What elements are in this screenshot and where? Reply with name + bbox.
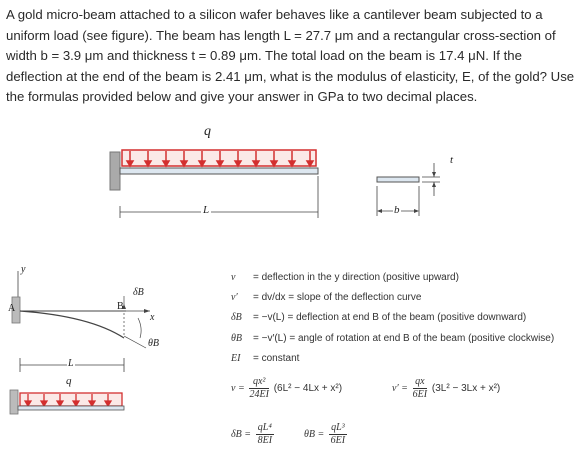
formula-v: v = $\frac{\text{qx²}}{24EI}$ (6L² − 4Lx + x²) [231,376,343,400]
formula-v-prime: v′ = $\frac{qx}{6EI}$ (3L² − 3Lx + x²) [392,376,501,400]
definition-v-prime: v′ = dv/dx = slope of the deflection curve [231,292,422,304]
length-label-l: L [203,204,210,216]
point-a-label: A [8,303,16,314]
load-label-q: q [204,124,211,139]
axis-y-label: y [21,264,26,275]
definition-ei: EI = constant [231,352,300,364]
thickness-label-t: t [450,154,454,166]
theta-b-label: θB [148,338,160,349]
definition-delta-b: δB = −v(L) = deflection at end B of the beam (positive downward) [231,312,527,324]
width-label-b: b [394,204,400,216]
load-label-bottom: q [66,375,72,387]
formula-theta-b: θB = $\frac{\text{qL³}}{6EI}$ [304,422,346,446]
definition-v: v = deflection in the y direction (positive upward) [231,272,459,283]
cross-section [377,177,419,182]
axis-x-label: x [150,312,155,323]
length-label-bottom: L [68,358,74,369]
definition-theta-b: θB = −v′(L) = angle of rotation at end B of the beam (positive clockwise) [231,332,555,344]
wall-support [110,152,120,190]
deflection-curve [20,311,124,338]
formula-delta-b: δB = $\frac{\text{qL⁴}}{8EI}$ [231,422,273,446]
definitions-list [231,268,554,369]
problem-statement: A gold micro-beam attached to a silicon wafer behaves like a cantilever beam subjected to a uniform load (see figure). The beam has length L = 27.7 μm and a rectangular cross-section of width b = 3.9 μm and thickness t = 0.89 μm. The total load on the beam is 17.4 μN. If the deflection at the end of the beam is 2.41 μm, what is the modulus of elasticity, E, of the gold? Use the formulas provided below and give your answer in GPa to two decimal places. [6,7,575,104]
point-b-label: B [117,301,124,312]
beam [120,168,318,174]
delta-b-label: δB [133,287,144,298]
